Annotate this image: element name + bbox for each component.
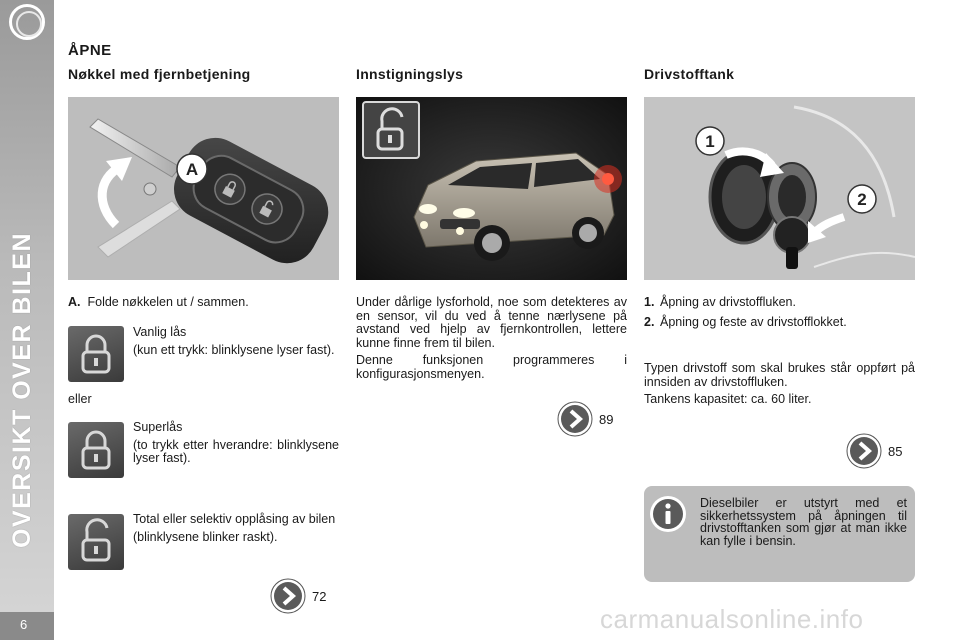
- car-photo: [356, 97, 627, 280]
- unlock-block: [133, 513, 339, 548]
- key-caption: [68, 296, 339, 310]
- unlock-desc: (blinklysene blinker raskt).: [133, 529, 278, 544]
- fuel-item-2-num: 2.: [644, 314, 655, 329]
- key-caption-text: Folde nøkkelen ut / sammen.: [87, 295, 249, 309]
- fuel-item-1-num: 1.: [644, 295, 655, 309]
- info-icon: [648, 494, 688, 534]
- entry-heading: Innstigningslys: [356, 66, 464, 82]
- key-page-ref-number: 72: [312, 588, 327, 604]
- lock1-desc: (kun ett trykk: blinklysene lyser fast).: [133, 342, 335, 357]
- chapter-circle-icon: [9, 4, 45, 40]
- fuel-cap-illustration: [644, 97, 915, 280]
- unlock-overlay-icon: [362, 101, 420, 159]
- page-ref-arrow-icon[interactable]: [557, 401, 593, 437]
- fuel-item-2: [644, 316, 915, 330]
- fuel-page-ref[interactable]: [846, 433, 902, 469]
- fuel-heading: Drivstofftank: [644, 66, 735, 82]
- fuel-text: [644, 362, 915, 411]
- lock2-title: Superlås: [133, 420, 183, 434]
- page-ref-arrow-icon[interactable]: [270, 578, 306, 614]
- callout-2: 2: [857, 190, 867, 209]
- entry-para2: Denne funksjonen programmeres i konfigurasjonsmenyen.: [356, 353, 627, 381]
- unlock-title: Total eller selektiv opplåsing av bilen: [133, 512, 336, 526]
- or-text: eller: [68, 392, 92, 406]
- fuel-page-ref-number: 85: [888, 443, 903, 459]
- section-title: ÅPNE: [68, 42, 112, 59]
- key-photo: [68, 97, 339, 280]
- entry-page-ref-number: 89: [599, 411, 614, 427]
- fuel-item-1-text: Åpning av drivstoffluken.: [660, 295, 796, 309]
- lock-icon: [68, 326, 124, 382]
- key-heading: Nøkkel med fjernbetjening: [68, 66, 251, 82]
- superlock-icon: [68, 422, 124, 478]
- lock-icon-box: [68, 326, 124, 382]
- lock1-title: Vanlig lås: [133, 325, 187, 339]
- info-text: Dieselbiler er utstyrt med et sikkerhetssystem på åpningen til drivstofftanken som gjør at man ikke kan fylle i bensin.: [700, 496, 907, 548]
- key-caption-letter: A.: [68, 295, 81, 309]
- fuel-para2: Tankens kapasitet: ca. 60 liter.: [644, 392, 812, 406]
- lock2-block: [133, 421, 339, 470]
- unlock-icon: [68, 514, 124, 570]
- remote-key-illustration: [68, 97, 339, 280]
- entry-page-ref[interactable]: [557, 401, 613, 437]
- watermark: carmanualsonline.info: [600, 604, 864, 634]
- entry-text: [356, 296, 627, 385]
- key-page-ref[interactable]: [270, 578, 326, 614]
- entry-para1: Under dårlige lysforhold, noe som detekteres av en sensor, vil du ved å tenne nærlysene på avstand ved hjelp av fjernkontrollen, lettere kunne finne frem til bilen.: [356, 295, 627, 350]
- fuel-photo: [644, 97, 915, 280]
- fuel-item-2-text: Åpning og feste av drivstofflokket.: [660, 314, 847, 329]
- callout-1: 1: [705, 132, 715, 151]
- fuel-list: [644, 296, 915, 333]
- callout-a: A: [185, 160, 199, 179]
- lock2-desc: (to trykk etter hverandre: blinklysene lyser fast).: [133, 437, 339, 465]
- page-number: 6: [20, 617, 28, 632]
- unlock-icon-box: [68, 514, 124, 570]
- fuel-item-1: [644, 296, 915, 310]
- lock1-block: [133, 326, 339, 361]
- page-ref-arrow-icon[interactable]: [846, 433, 882, 469]
- fuel-para1: Typen drivstoff som skal brukes står oppført på innsiden av drivstoffluken.: [644, 361, 915, 389]
- chapter-title: OVERSIKT OVER BILEN: [8, 231, 36, 548]
- superlock-icon-box: [68, 422, 124, 478]
